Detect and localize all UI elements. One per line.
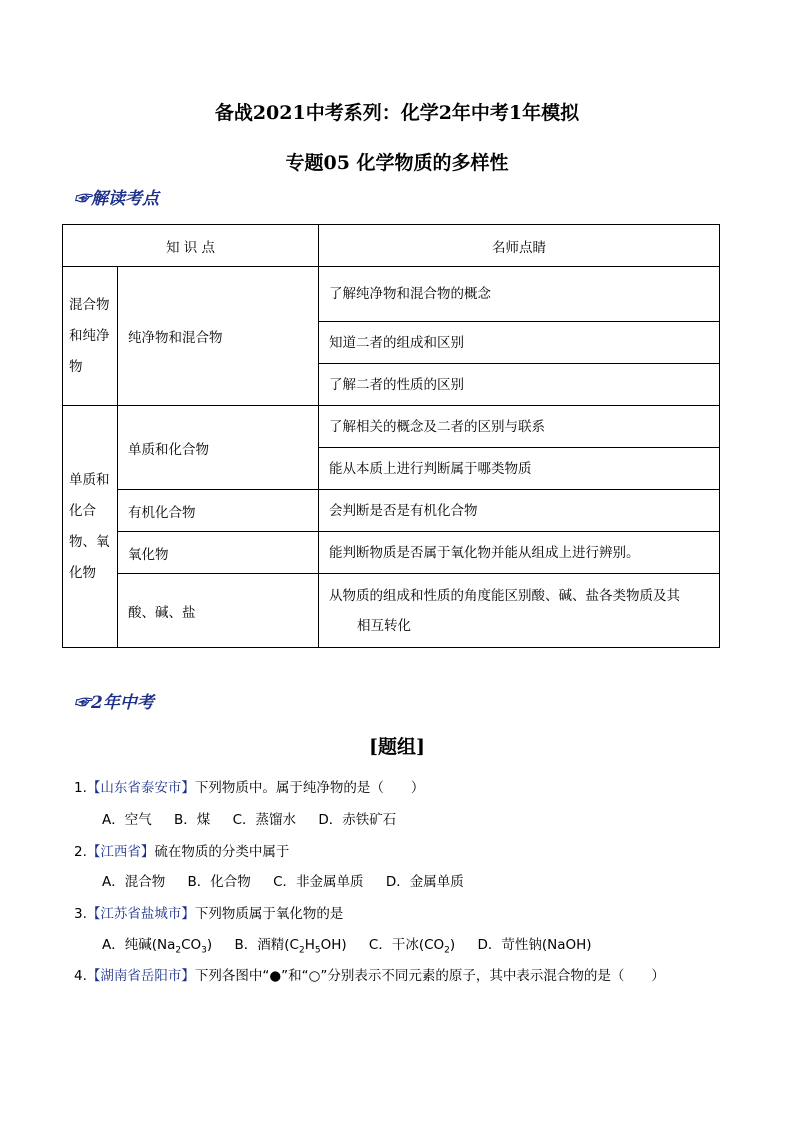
tip-cell xyxy=(319,574,720,648)
question-stem: 下列物质中。属于纯净物的是（ ） xyxy=(194,780,425,796)
tip-cell: 知道二者的组成和区别 xyxy=(319,322,720,364)
subtopic-cell: 纯净物和混合物 xyxy=(118,267,319,406)
option-b: B．煤 xyxy=(174,812,211,828)
option-b: B．酒精$(C_2H_5OH)$ xyxy=(234,937,347,956)
table-row xyxy=(63,574,720,648)
header-teacher-tips: 名师点睛 xyxy=(319,225,720,267)
option-a: A．混合物 xyxy=(102,874,166,890)
subtopic-cell: 氧化物 xyxy=(118,532,319,574)
option-a: A．纯碱$(Na_2CO_3)$ xyxy=(102,937,213,956)
tip-cell: 能判断物质是否属于氧化物并能从组成上进行辨别。 xyxy=(319,532,720,574)
table-row xyxy=(63,267,720,322)
category-cell: 混合物和纯净物 xyxy=(63,267,118,406)
question-2 xyxy=(74,840,289,860)
question-source: 【湖南省岳阳市】 xyxy=(86,968,195,984)
table-header-row xyxy=(63,225,720,267)
option-c: C．蒸馏水 xyxy=(232,812,297,828)
option-b: B．化合物 xyxy=(187,874,251,890)
category-cell: 单质和化合物、氧化物 xyxy=(63,406,118,648)
table-row xyxy=(63,532,720,574)
tip-cell: 了解二者的性质的区别 xyxy=(319,364,720,406)
question-3-options xyxy=(102,933,610,956)
header-knowledge-point: 知 识 点 xyxy=(63,225,319,267)
main-title: 备战2021中考系列：化学2年中考1年模拟 xyxy=(214,102,580,124)
group-title: [题组] xyxy=(369,736,425,758)
section-heading-interpret: ☞解读考点 xyxy=(74,189,159,209)
question-2-options xyxy=(102,870,482,890)
tip-cell: 了解相关的概念及二者的区别与联系 xyxy=(319,406,720,448)
question-number: 1. xyxy=(74,780,87,796)
question-source: 【山东省泰安市】 xyxy=(86,780,195,796)
tip-line: 相互转化 xyxy=(357,617,411,634)
question-stem: 下列各图中“●”和“○”分别表示不同元素的原子，其中表示混合物的是（ ） xyxy=(194,968,665,984)
tip-cell: 能从本质上进行判断属于哪类物质 xyxy=(319,448,720,490)
question-stem: 硫在物质的分类中属于 xyxy=(154,844,290,860)
table-row xyxy=(63,406,720,448)
sub-title: 专题05 化学物质的多样性 xyxy=(285,152,509,174)
table-row xyxy=(63,490,720,532)
option-d: D．金属单质 xyxy=(385,874,464,890)
question-stem: 下列物质属于氧化物的是 xyxy=(194,906,344,922)
question-source: 【江苏省盐城市】 xyxy=(86,906,195,922)
question-1-options xyxy=(102,808,414,828)
question-4 xyxy=(74,964,665,984)
question-3 xyxy=(74,902,343,922)
option-c: C．非金属单质 xyxy=(273,874,364,890)
question-1 xyxy=(74,776,424,796)
subtopic-cell: 酸、碱、盐 xyxy=(118,574,319,648)
tip-cell: 了解纯净物和混合物的概念 xyxy=(319,267,720,322)
option-d: D．赤铁矿石 xyxy=(318,812,397,828)
tip-cell: 会判断是否是有机化合物 xyxy=(319,490,720,532)
tip-line: 从物质的组成和性质的角度能区别酸、碱、盐各类物质及其 xyxy=(329,587,680,604)
question-number: 4. xyxy=(74,968,87,984)
question-source: 【江西省】 xyxy=(86,844,155,860)
option-c: C．干冰$(CO_2)$ xyxy=(368,937,456,956)
knowledge-table xyxy=(62,224,720,648)
option-a: A．空气 xyxy=(102,812,152,828)
subtopic-cell: 有机化合物 xyxy=(118,490,319,532)
question-number: 3. xyxy=(74,906,87,922)
option-d: D．苛性钠(NaOH) xyxy=(477,937,592,953)
subtopic-cell: 单质和化合物 xyxy=(118,406,319,490)
section-heading-two-year: ☞2年中考 xyxy=(74,693,154,713)
question-number: 2. xyxy=(74,844,87,860)
